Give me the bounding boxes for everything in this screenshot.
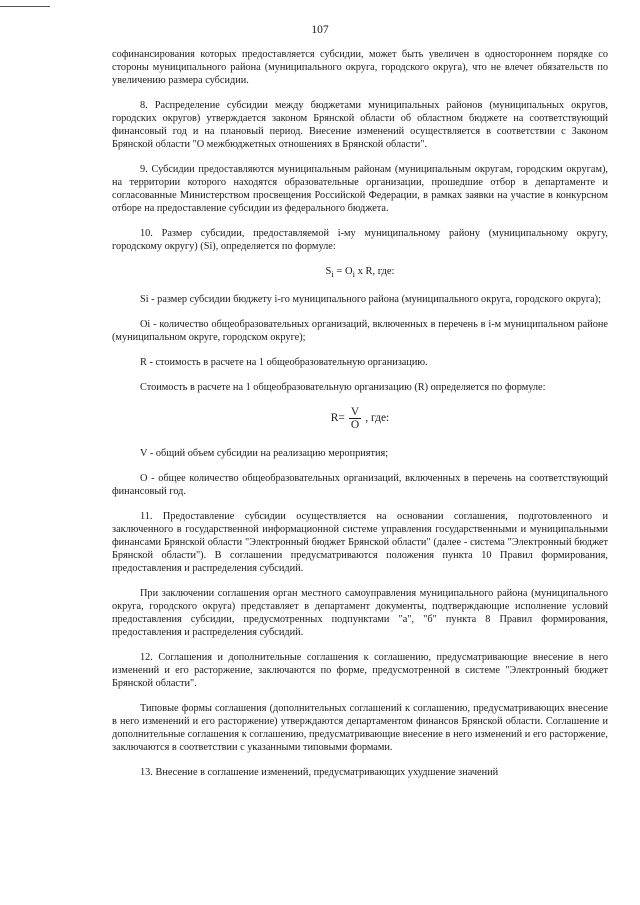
formula-si-lhs-sub: i (331, 269, 334, 280)
formula-si-mid: = O (333, 266, 353, 277)
formula-si-rest: x R, где: (355, 266, 395, 277)
formula-r-fraction (349, 406, 361, 431)
paragraph-11: 11. Предоставление субсидии осуществляется на основании соглашения, подготовленного и заключенного в государственной информационной системе управления государственными и муниципальными финансами Брянской области "Электронный бюджет Брянской области" (далее - система "Электронный бюджет Брянской области"). В соглашении предусматриваются положения пункта 10 Правил формирования, предоставления и распределения субсидий. (112, 511, 608, 575)
formula-si (112, 265, 608, 281)
paragraph-12-typical-forms: Типовые формы соглашения (дополнительных соглашений к соглашению, предусматривающих внесение в него изменений и его расторжение) утверждаются департаментом финансов Брянской области. Соглашение и дополнительные соглашения к соглашению, предусматривающие внесение в него изменений и его расторжение, заключаются в соответствии с указанными типовыми формами. (112, 703, 608, 754)
definition-r-formula-intro: Стоимость в расчете на 1 общеобразовательную организацию (R) определяется по формуле: (140, 382, 546, 394)
paragraph-9: 9. Субсидии предоставляются муниципальным районам (муниципальным округам, городским округам), на территории которого находятся образовательные организации, прошедшие отбор в департаменте и согласованные Министерством просвещения Российской Федерации, в рамках заявки на участие в конкурсном отборе на предоставление субсидии из федерального бюджета. (112, 164, 608, 214)
paragraph-11-agreement: При заключении соглашения орган местного самоуправления муниципального района (муниципального округа, городского округа) представляет в департамент документы, подтверждающие исполнение условий предоставления субсидии, предусмотренных подпунктами "а", "б" пункта 8 Правил формирования, предоставления и распределения субсидий. (112, 588, 608, 639)
paragraph-10: 10. Размер субсидии, предоставляемой i-му муниципальному району (муниципальному округу, городскому округу) (Si), определяется по формуле: (112, 228, 608, 252)
formula-si-lhs: S (325, 266, 332, 277)
definition-oi: Oi - количество общеобразовательных организаций, включенных в перечень в i-м муниципальном районе (муниципальном округе, городском округе); (112, 319, 608, 344)
formula-si-mid-sub: i (352, 269, 355, 280)
formula-r-lhs: R= (330, 412, 345, 425)
paragraph-cofinance: софинансирования которых предоставляется субсидии, может быть увеличен в одностороннем порядке со стороны муниципального района (муниципального округа, городского округа), что не влечет обязательств по увеличению размера субсидии. (112, 49, 608, 86)
definition-r: R - стоимость в расчете на 1 общеобразовательную организацию. (140, 357, 428, 369)
page-number: 107 (311, 24, 329, 36)
paragraph-13: 13. Внесение в соглашение изменений, предусматривающих ухудшение значений (140, 767, 499, 779)
paragraph-12: 12. Соглашения и дополнительные соглашения к соглашению, предусматривающие внесение в него изменений и его расторжение, заключаются по форме, предусмотренной в системе "Электронный бюджет Брянской области". (112, 652, 608, 690)
definition-v: V - общий объем субсидии на реализацию мероприятия; (140, 448, 389, 460)
formula-r (112, 406, 608, 431)
paragraph-8: 8. Распределение субсидии между бюджетами муниципальных районов (муниципальных округов, городских округов) утверждается законом Брянской области об областном бюджете на соответствующий финансовый год и на плановый период. Внесение изменений осуществляется в соответствии с Законом Брянской области "О межбюджетных отношениях в Брянской области". (112, 100, 608, 150)
definition-si: Si - размер субсидии бюджету i-го муниципального района (муниципального округа, городского округа); (140, 294, 601, 306)
formula-r-suffix: , где: (365, 412, 390, 425)
formula-r-denominator: O (350, 419, 360, 432)
formula-r-numerator: V (350, 406, 360, 419)
scan-corner-line (0, 6, 50, 7)
definition-o: O - общее количество общеобразовательных организаций, включенных в перечень на соответствующий финансовый год. (112, 473, 608, 498)
document-body (112, 48, 608, 779)
